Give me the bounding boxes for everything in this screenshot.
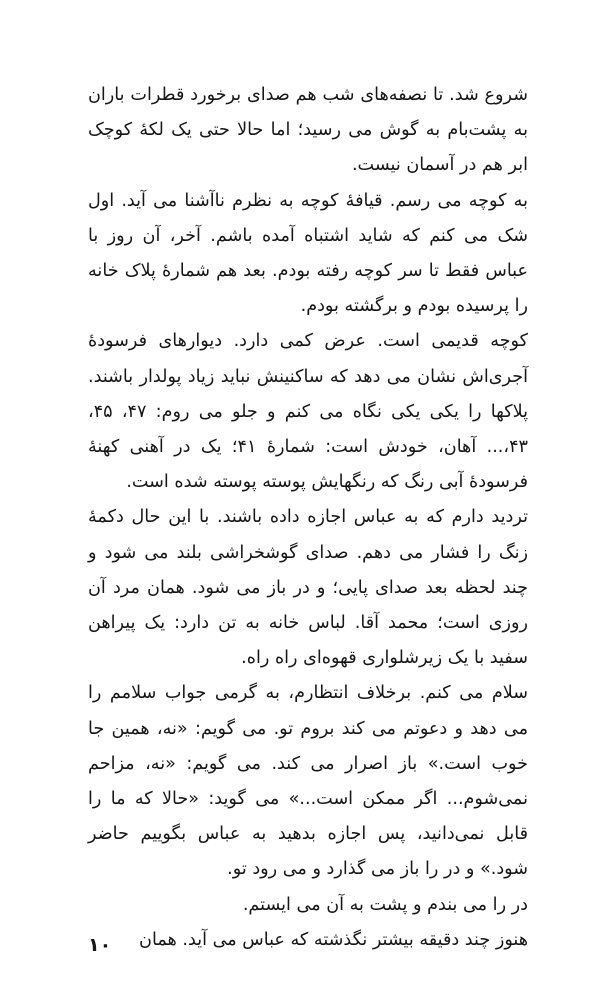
paragraph: کوچه قدیمی است. عرض کمی دارد. دیوارهای فرسودهٔ آجری‌اش نشان می دهد که ساکنینش نباید زیاد پولدار باشند. پلاکها را یکی یکی نگاه می کنم و جلو می روم: ۴۷، ۴۵، ۴۳،... آهان، خودش است: شمارهٔ ۴۱؛ یک در آهنی کهنهٔ فرسودهٔ آبی رنگ که رنگهایش پوسته پوسته شده است. <box>88 331 528 493</box>
paragraph: هنوز چند دقیقه بیشتر نگذشته که عباس می آید. همان <box>139 929 528 950</box>
paragraph: تردید دارم که به عباس اجازه داده باشند. با این حال دکمهٔ زنگ را فشار می دهم. صدای گوشخراشی بلند می شود و چند لحظه بعد صدای پایی؛ و در باز می شود. همان مرد آن روزی است؛ محمد آقا. لباس خانه به تن دارد: یک پیراهن سفید با یک زیرشلواری قهوه‌ای راه راه. <box>88 507 528 669</box>
paragraph: در را می بندم و پشت به آن می ایستم. <box>242 894 528 915</box>
paragraph: سلام می کنم. برخلاف انتظارم، به گرمی جواب سلامم را می دهد و دعوتم می کند بروم تو. می گویم: «نه، همین جا خوب است.» باز اصرار می کند. می گویم: «نه، مزاحم نمی‌شوم... اگر ممکن است...» می گوید: «حالا که ما را قابل نمی‌دانید، پس اجازه بدهید به عباس بگوییم حاضر شود.» و در را باز می گذارد و می رود تو. <box>88 683 528 880</box>
body-text <box>88 78 528 958</box>
paragraph: شروع شد. تا نصفه‌های شب هم صدای برخورد قطرات باران به پشت‌بام به گوش می رسید؛ اما حالا حتی یک لکهٔ کوچک ابر هم در آسمان نیست. <box>88 85 528 176</box>
page-number: ۱۰ <box>88 934 112 956</box>
paragraph: به کوچه می رسم. قیافهٔ کوچه به نظرم ناآشنا می آید. اول شک می کنم که شاید اشتباه آمده باشم. آخر، آن روز با عباس فقط تا سر کوچه رفته بودم. بعد هم شمارهٔ پلاک خانه را پرسیده بودم و برگشته بودم. <box>88 190 528 317</box>
